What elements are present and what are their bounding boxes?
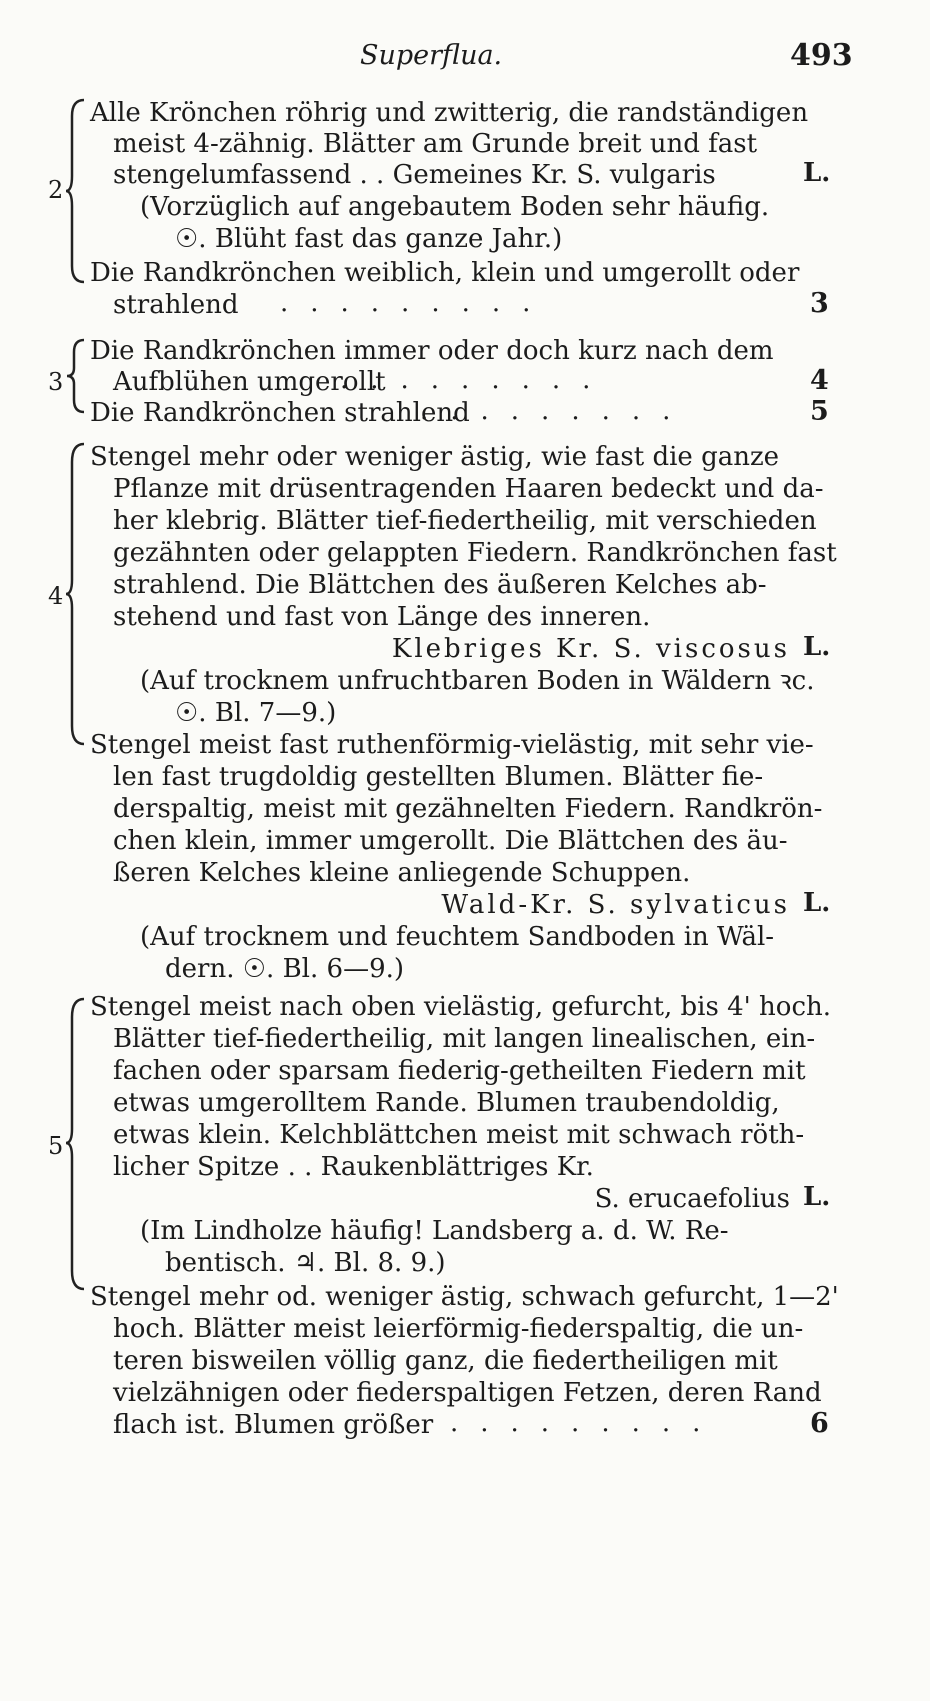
key-line: teren bisweilen völlig ganz, die fiedertheiligen mit (113, 1346, 778, 1376)
key-line: derspaltig, meist mit gezähnelten Fiedern. Randkrön- (113, 794, 823, 824)
goto-number: 6 (810, 1408, 829, 1439)
key-line: Die Randkrönchen immer oder doch kurz nach dem (90, 336, 774, 366)
key-line: vielzähnigen oder fiederspaltigen Fetzen, deren Rand (113, 1378, 822, 1408)
leader-dots: ......... (450, 1408, 723, 1438)
goto-number: 4 (810, 365, 829, 396)
key-line: ßeren Kelches kleine anliegende Schuppen. (113, 858, 691, 888)
leader-dots: ......... (420, 396, 693, 426)
key-line: etwas umgerolltem Rande. Blumen traubendoldig, (113, 1088, 780, 1118)
key-line: gezähnten oder gelappten Fiedern. Randkrönchen fast (113, 538, 837, 568)
key-line: Die Randkrönchen weiblich, klein und umgerollt oder (90, 258, 800, 288)
key-line: fachen oder sparsam fiederig-getheilten Fiedern mit (113, 1056, 806, 1086)
note-line: (Auf trocknem und feuchtem Sandboden in Wäl- (140, 922, 775, 952)
author-abbrev: L. (803, 888, 831, 918)
species-name: S. erucaefolius (594, 1184, 790, 1214)
key-line: strahlend (113, 290, 239, 320)
key-line: chen klein, immer umgerollt. Die Blättchen des äu- (113, 826, 788, 856)
key-line: strahlend. Die Blättchen des äußeren Kelches ab- (113, 570, 767, 600)
note-line: (Im Lindholze häufig! Landsberg a. d. W. Re- (140, 1216, 729, 1246)
key-line: Stengel meist nach oben vielästig, gefurcht, bis 4' hoch. (90, 992, 832, 1022)
key-line: Stengel meist fast ruthenförmig-vielästig, mit sehr vie- (90, 730, 814, 760)
key-line: Die Randkrönchen strahlend (90, 398, 470, 428)
author-abbrev: L. (803, 158, 831, 188)
key-line: Aufblühen umgerollt (113, 367, 386, 397)
key-line: etwas klein. Kelchblättchen meist mit schwach röth- (113, 1120, 805, 1150)
key-line: len fast trugdoldig gestellten Blumen. Blätter fie- (113, 762, 764, 792)
leader-dots: ......... (280, 288, 553, 318)
brace-icon (64, 995, 88, 1295)
brace-icon (64, 96, 88, 286)
couplet-number: 5 (48, 1132, 64, 1160)
note-line: ☉. Blüht fast das ganze Jahr.) (175, 224, 563, 254)
author-abbrev: L. (803, 1182, 831, 1212)
leader-dots: ......... (340, 365, 613, 395)
key-line: her klebrig. Blätter tief-fiedertheilig, mit verschieden (113, 506, 817, 536)
key-line: Stengel mehr od. weniger ästig, schwach gefurcht, 1—2' (90, 1282, 839, 1312)
key-line: hoch. Blätter meist leierförmig-fiederspaltig, die un- (113, 1314, 804, 1344)
key-line: Blätter tief-fiedertheilig, mit langen linealischen, ein- (113, 1024, 816, 1054)
key-line: Pflanze mit drüsentragenden Haaren bedeckt und da- (113, 474, 824, 504)
running-header: Superflua. (360, 40, 503, 71)
note-line: dern. ☉. Bl. 6—9.) (165, 954, 405, 984)
key-line: licher Spitze . . Raukenblättriges Kr. (113, 1152, 594, 1182)
note-line: ☉. Bl. 7—9.) (175, 698, 337, 728)
page-number: 493 (790, 38, 853, 73)
goto-number: 5 (810, 396, 829, 427)
key-line: Alle Krönchen röhrig und zwitterig, die randständigen (90, 98, 809, 128)
key-line: meist 4-zähnig. Blätter am Grunde breit und fast (113, 129, 758, 159)
couplet-number: 2 (48, 176, 64, 204)
key-line: stehend und fast von Länge des inneren. (113, 602, 651, 632)
key-line: flach ist. Blumen größer (113, 1410, 434, 1440)
species-name: Klebriges Kr. S. viscosus (391, 634, 790, 664)
note-line: (Vorzüglich auf angebautem Boden sehr häufig. (140, 192, 770, 222)
key-line: Stengel mehr oder weniger ästig, wie fast die ganze (90, 442, 780, 472)
species-name: Wald-Kr. S. sylvaticus (441, 890, 790, 920)
note-line: bentisch. ♃. Bl. 8. 9.) (165, 1248, 446, 1278)
couplet-number: 4 (48, 582, 64, 610)
brace-icon (64, 440, 88, 750)
brace-icon (64, 336, 88, 416)
author-abbrev: L. (803, 632, 831, 662)
note-line: (Auf trocknem unfruchtbaren Boden in Wäldern ꝛc. (140, 666, 815, 696)
key-line: stengelumfassend . . Gemeines Kr. S. vulgaris (113, 160, 716, 190)
couplet-number: 3 (48, 368, 64, 396)
goto-number: 3 (810, 288, 829, 319)
